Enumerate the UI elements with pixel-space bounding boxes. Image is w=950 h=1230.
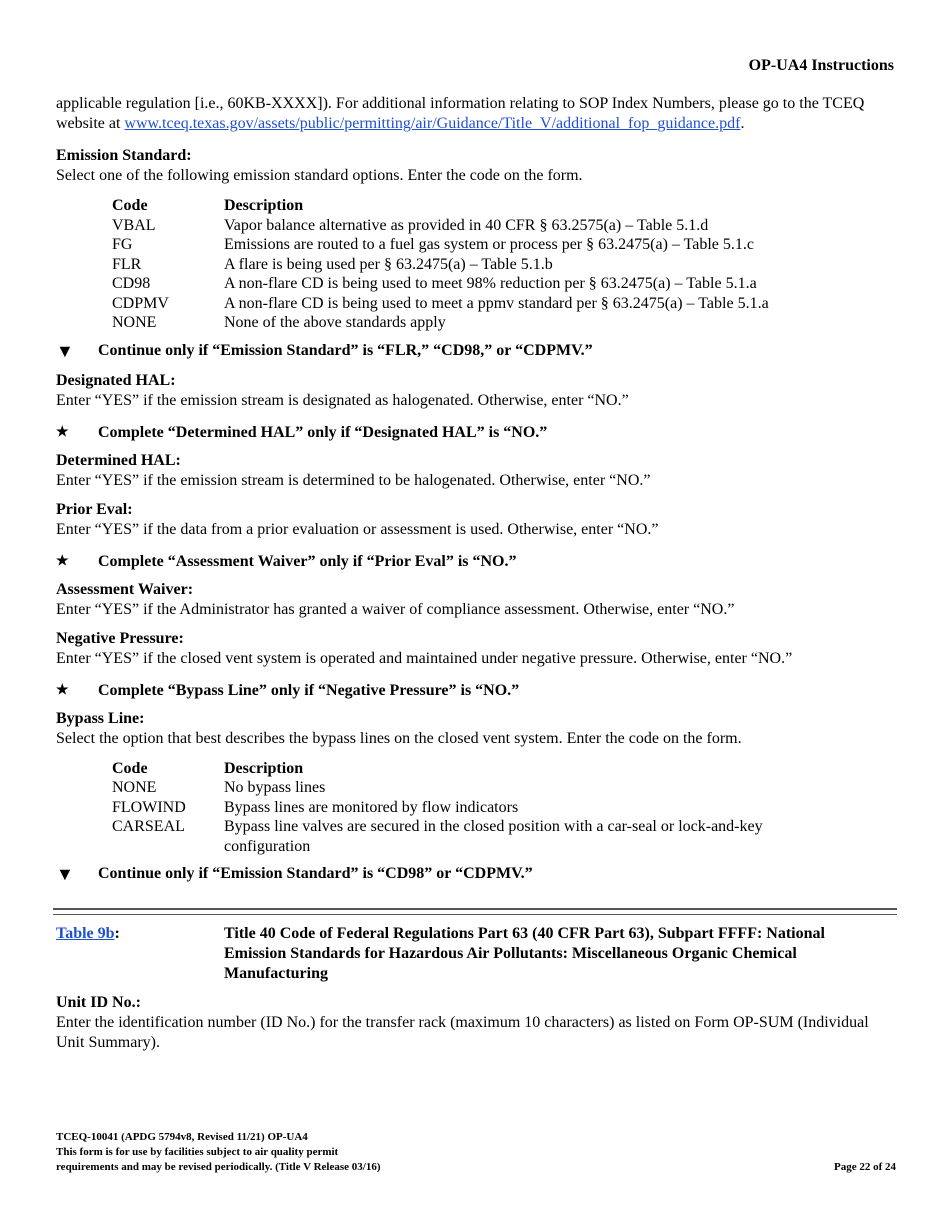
assessment-waiver-heading: Assessment Waiver: bbox=[56, 580, 194, 598]
assessment-waiver-text: Enter “YES” if the Administrator has granted a waiver of compliance assessment. Otherwise, enter “NO.” bbox=[56, 600, 735, 618]
down-triangle-icon: ▼ bbox=[56, 340, 74, 361]
emission-standard-heading: Emission Standard: bbox=[56, 147, 192, 164]
designated-hal-text: Enter “YES” if the emission stream is designated as halogenated. Otherwise, enter “NO.” bbox=[56, 391, 629, 409]
prior-eval-text: Enter “YES” if the data from a prior evaluation or assessment is used. Otherwise, enter “NO.” bbox=[56, 520, 659, 538]
table-row: CDPMV A non-flare CD is being used to meet a ppmv standard per § 63.2475(a) – Table 5.1.a bbox=[112, 294, 769, 312]
complete-note: ★ Complete “Bypass Line” only if “Negative Pressure” is “NO.” bbox=[56, 681, 520, 699]
bypass-line-heading: Bypass Line: bbox=[56, 709, 145, 727]
complete-note: ★ Complete “Assessment Waiver” only if “Prior Eval” is “NO.” bbox=[56, 552, 517, 570]
intro-paragraph: applicable regulation [i.e., 60KB-XXXX]). For additional information relating to SOP Index Numbers, please go to the TCEQ website at www.tceq.texas.gov/assets/public/permitting/air/Guidance/Title_V/additional_fop_guidance.pdf. bbox=[56, 95, 865, 132]
table-row: NONE No bypass lines bbox=[112, 779, 326, 796]
emission-standard-text: Select one of the following emission standard options. Enter the code on the form. bbox=[56, 167, 583, 184]
col-desc-header: Description bbox=[224, 759, 304, 777]
determined-hal-text: Enter “YES” if the emission stream is determined to be halogenated. Otherwise, enter “NO.” bbox=[56, 471, 651, 489]
star-icon: ★ bbox=[56, 424, 69, 440]
table-row: FLOWIND Bypass lines are monitored by flow indicators bbox=[112, 798, 519, 816]
emission-standard-table bbox=[112, 196, 824, 333]
continue-note: ▼ Continue only if “Emission Standard” is “FLR,” “CD98,” or “CDPMV.” bbox=[56, 340, 593, 361]
footer-form-id: TCEQ-10041 (APDG 5794v8, Revised 11/21) OP-UA4 bbox=[56, 1131, 308, 1143]
page-header-title: OP-UA4 Instructions bbox=[748, 57, 894, 74]
bypass-line-text: Select the option that best describes the bypass lines on the closed vent system. Enter the code on the form. bbox=[56, 729, 742, 747]
table-row: CD98 A non-flare CD is being used to meet 98% reduction per § 63.2475(a) – Table 5.1.a bbox=[112, 275, 757, 292]
unit-id-section bbox=[56, 993, 896, 1053]
star-icon: ★ bbox=[56, 682, 69, 698]
negative-pressure-heading: Negative Pressure: bbox=[56, 629, 184, 647]
table-9b-link[interactable]: Table 9b bbox=[56, 925, 115, 942]
page-footer bbox=[56, 1130, 896, 1175]
footer-note-1: This form is for use by facilities subject to air quality permit bbox=[56, 1146, 339, 1158]
col-desc-header: Description bbox=[224, 197, 304, 214]
prior-eval-heading: Prior Eval: bbox=[56, 500, 133, 518]
determined-hal-heading: Determined HAL: bbox=[56, 451, 181, 469]
table-row: VBAL Vapor balance alternative as provided in 40 CFR § 63.2575(a) – Table 5.1.d bbox=[112, 216, 709, 234]
table-header-row bbox=[112, 196, 824, 216]
col-code-header: Code bbox=[112, 759, 148, 777]
unit-id-text: Enter the identification number (ID No.) for the transfer rack (maximum 10 characters) as listed on Form OP-SUM (Individual Unit Summary). bbox=[56, 1014, 869, 1051]
star-icon: ★ bbox=[56, 553, 69, 569]
table-9b-heading: Table 9b: Title 40 Code of Federal Regulations Part 63 (40 CFR Part 63), Subpart FFFF: National Emission Standards for Hazardous Air Pollutants: Miscellaneous Organic Chemical Manufacturing bbox=[56, 924, 896, 984]
complete-note: ★ Complete “Determined HAL” only if “Designated HAL” is “NO.” bbox=[56, 423, 548, 441]
negative-pressure-text: Enter “YES” if the closed vent system is operated and maintained under negative pressure. Otherwise, enter “NO.” bbox=[56, 649, 793, 667]
table-row: FLR A flare is being used per § 63.2475(a) – Table 5.1.b bbox=[112, 255, 553, 273]
page-number: Page 22 of 24 bbox=[833, 1161, 896, 1173]
footer-note-2: requirements and may be revised periodically. (Title V Release 03/16) bbox=[56, 1161, 381, 1173]
unit-id-heading: Unit ID No.: bbox=[56, 994, 141, 1011]
col-code-header: Code bbox=[112, 197, 148, 214]
section-divider bbox=[53, 908, 897, 915]
table-row: CARSEAL Bypass line valves are secured in the closed position with a car-seal or lock-and-key configuration bbox=[112, 818, 763, 855]
main-content bbox=[56, 94, 896, 884]
intro-text: applicable regulation [i.e., 60KB-XXXX]). For additional information relating to SOP Index Numbers, please go to the TCEQ website at bbox=[56, 95, 865, 132]
continue-note: ▼ Continue only if “Emission Standard” is “CD98” or “CDPMV.” bbox=[56, 864, 533, 884]
table-row: FG Emissions are routed to a fuel gas system or process per § 63.2475(a) – Table 5.1.c bbox=[112, 236, 755, 253]
down-triangle-icon: ▼ bbox=[56, 864, 74, 884]
table-header-row bbox=[112, 759, 824, 779]
bypass-line-table bbox=[112, 759, 824, 857]
designated-hal-heading: Designated HAL: bbox=[56, 371, 176, 389]
table-row: NONE None of the above standards apply bbox=[112, 314, 446, 331]
guidance-link[interactable]: www.tceq.texas.gov/assets/public/permitting/air/Guidance/Title_V/additional_fop_guidance.pdf bbox=[124, 115, 741, 132]
table-9b-title: Title 40 Code of Federal Regulations Part 63 (40 CFR Part 63), Subpart FFFF: National Emission Standards for Hazardous Air Pollutants: Miscellaneous Organic Chemical Manufacturing bbox=[224, 925, 825, 982]
